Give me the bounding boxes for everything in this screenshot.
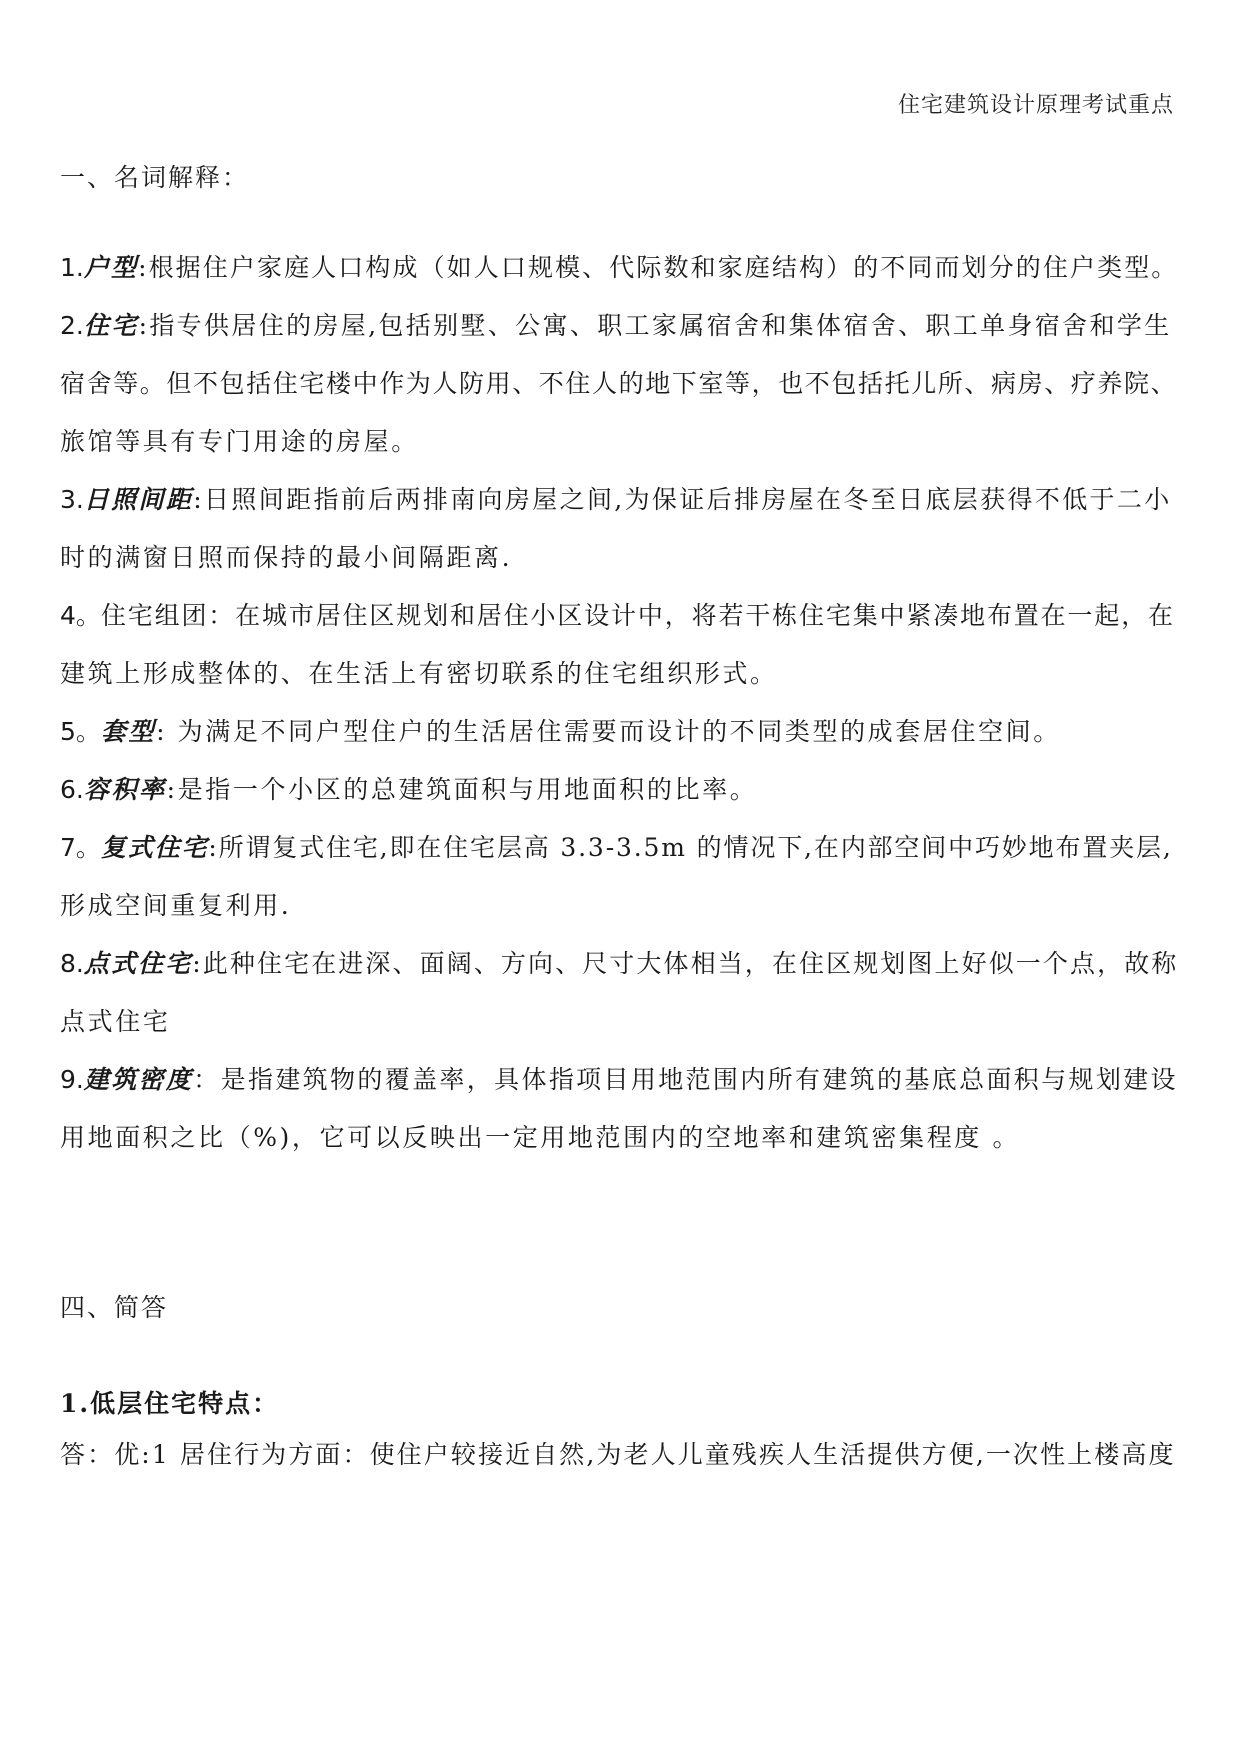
definition-item-6 xyxy=(60,777,757,802)
definition-term: 住宅 xyxy=(83,311,139,340)
definition-text-continued: 点式住宅 xyxy=(60,1007,171,1036)
definition-term: 套型 xyxy=(100,717,157,746)
answer-text: 答：优:1 居住行为方面：使住户较接近自然,为老人儿童残疾人生活提供方便,一次性上楼高度 xyxy=(60,1440,1176,1469)
section-heading-short-answer: 四、简答 xyxy=(60,1293,169,1322)
definition-item-9 xyxy=(60,1067,1178,1092)
definition-text: :根据住户家庭人口构成（如人口规模、代际数和家庭结构）的不同而划分的住户类型。 xyxy=(138,253,1179,282)
definition-text: :此种住宅在进深、面阔、方向、尺寸大体相当，在住区规划图上好似一个点，故称 xyxy=(192,949,1179,978)
definition-text: :所谓复式住宅,即在住宅层高 3.3-3.5m 的情况下,在内部空间中巧妙地布置夹层, xyxy=(208,833,1173,862)
definition-text-continued: 建筑上形成整体的、在生活上有密切联系的住宅组织形式。 xyxy=(60,659,778,688)
definition-text: ：是指建筑物的覆盖率，具体指项目用地范围内所有建筑的基底总面积与规划建设 xyxy=(193,1065,1178,1094)
definition-text: :是指一个小区的总建筑面积与用地面积的比率。 xyxy=(166,775,758,804)
definition-text-continued: 宿舍等。但不包括住宅楼中作为人防用、不住人的地下室等，也不包括托儿所、病房、疗养院、 xyxy=(60,369,1178,398)
definition-text: 住宅组团：在城市居住区规划和居住小区设计中，将若干栋住宅集中紧凑地布置在一起，在 xyxy=(100,601,1175,630)
definition-term: 容积率 xyxy=(83,775,167,804)
definition-term: 复式住宅 xyxy=(100,833,209,862)
item-number: 4。 xyxy=(60,601,101,630)
definition-item-7 xyxy=(60,835,1173,860)
definition-text-continued: 用地面积之比（%)，它可以反映出一定用地范围内的空地率和建筑密集程度 。 xyxy=(60,1123,1021,1152)
definition-text: :指专供居住的房屋,包括别墅、公寓、职工家属宿舍和集体宿舍、职工单身宿舍和学生 xyxy=(138,311,1172,340)
item-number: 6. xyxy=(60,775,84,804)
item-number: 1. xyxy=(60,253,84,282)
definition-text-continued: 旅馆等具有专门用途的房屋。 xyxy=(60,427,419,456)
item-number: 9. xyxy=(60,1065,84,1094)
item-number: 3. xyxy=(60,485,84,514)
definition-text: : 为满足不同户型住户的生活居住需要而设计的不同类型的成套居住空间。 xyxy=(156,717,1061,746)
definition-text: :日照间距指前后两排南向房屋之间,为保证后排房屋在冬至日底层获得不低于二小 xyxy=(193,485,1172,514)
item-number: 7。 xyxy=(60,833,101,862)
definition-text-continued: 形成空间重复利用. xyxy=(60,891,292,920)
page-header-title: 住宅建筑设计原理考试重点 xyxy=(897,93,1174,118)
definition-text-continued: 时的满窗日照而保持的最小间隔距离. xyxy=(60,543,513,572)
section-heading-definitions: 一、名词解释： xyxy=(60,163,250,192)
question-title: 1.低层住宅特点： xyxy=(60,1389,280,1418)
definition-item-4 xyxy=(60,603,1175,628)
definition-item-2 xyxy=(60,313,1172,338)
definition-term: 建筑密度 xyxy=(83,1065,194,1094)
item-number: 2. xyxy=(60,311,84,340)
definition-item-1 xyxy=(60,255,1178,280)
definition-item-8 xyxy=(60,951,1178,976)
definition-item-3 xyxy=(60,487,1172,512)
definition-term: 日照间距 xyxy=(83,485,194,514)
definition-item-5 xyxy=(60,719,1061,744)
definition-term: 户型 xyxy=(83,253,139,282)
item-number: 5。 xyxy=(60,717,101,746)
item-number: 8. xyxy=(60,949,84,978)
definition-term: 点式住宅 xyxy=(83,949,193,978)
